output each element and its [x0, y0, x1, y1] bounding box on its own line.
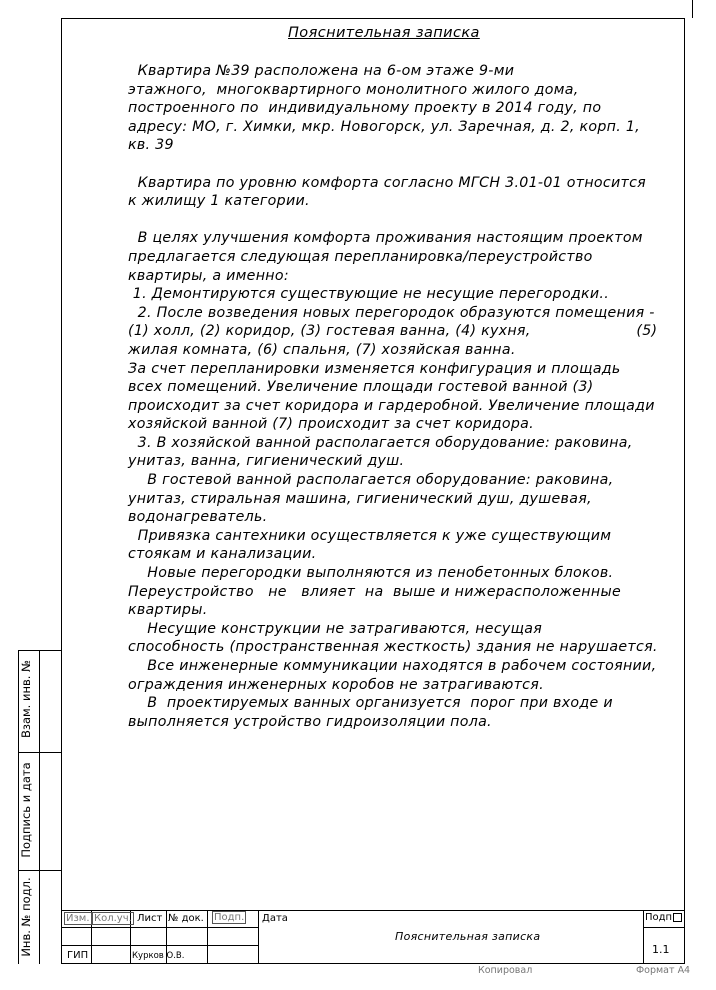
page-title: Пояснительная записка: [288, 25, 480, 41]
text-line: [128, 211, 628, 230]
text-line: кв. 39: [128, 137, 174, 154]
text-line: 2. После возведения новых перегородок образуются помещения -: [128, 304, 655, 321]
n-dok-label: № док.: [168, 913, 204, 924]
text-line: Переустройство не влияет на выше и нижерасположенные: [128, 583, 621, 600]
list-label: Лист: [137, 913, 163, 924]
text-line: ограждения инженерных коробов не затрагиваются.: [128, 676, 544, 693]
text-line: жилая комната, (6) спальня, (7) хозяйская ванна.: [128, 341, 516, 358]
vzam-inv-label: Взам. инв. №: [19, 659, 33, 739]
sheet-mark-icon: [673, 913, 682, 922]
izm-label: Изм.: [66, 913, 90, 924]
podpis-data-label: Подпись и дата: [19, 762, 33, 858]
inv-podl-label: Инв. № подл.: [19, 877, 33, 957]
text-line: В целях улучшения комфорта проживания настоящим проектом: [128, 230, 643, 247]
text-line: унитаз, ванна, гигиенический душ.: [128, 453, 405, 470]
tb-col-4: [207, 910, 208, 964]
text-line: квартиры, а именно:: [128, 267, 289, 284]
sheet-label: Подп: [645, 912, 682, 923]
text-line: водонагреватель.: [128, 509, 268, 526]
stamp-divider: [39, 650, 40, 964]
text-line: Квартира по уровню комфорта согласно МГСН 3.01-01 относится: [128, 174, 647, 191]
explanatory-text: [128, 62, 658, 731]
text-line: унитаз, стиральная машина, гигиенический душ, душевая,: [128, 490, 592, 507]
text-line: [128, 155, 628, 174]
text-line: способность (пространственная жесткость) здания не нарушается.: [128, 639, 658, 656]
text-line: 3. В хозяйской ванной располагается оборудование: раковина,: [128, 434, 633, 451]
gip-label: ГИП: [67, 950, 89, 961]
text-line: квартиры.: [128, 602, 208, 619]
sheet-box-line: [643, 927, 685, 928]
text-line: Новые перегородки выполняются из пенобетонных блоков.: [128, 565, 614, 582]
text-line: (1) холл, (2) коридор, (3) гостевая ванна, (4) кухня, (5): [128, 323, 658, 340]
gip-name: Курков О.В.: [132, 951, 185, 961]
text-line: происходит за счет коридора и гардеробной. Увеличение площади: [128, 397, 655, 414]
text-line: хозяйской ванной (7) происходит за счет коридора.: [128, 416, 534, 433]
kol-uch-label: Кол.уч.: [94, 913, 132, 924]
text-line: стоякам и канализации.: [128, 546, 317, 563]
text-line: построенного по индивидуальному проекту в 2014 году, по: [128, 100, 602, 117]
text-line: В гостевой ванной располагается оборудование: раковина,: [128, 472, 614, 489]
title-block-top: [61, 910, 685, 911]
podp-label: Подп.: [214, 912, 245, 923]
copied-label: Копировал: [478, 965, 533, 976]
text-line: к жилищу 1 категории.: [128, 193, 310, 210]
text-line: предлагается следующая перепланировка/переустройство: [128, 248, 593, 265]
text-line: выполняется устройство гидроизоляции пола.: [128, 713, 492, 730]
text-line: этажного, многоквартирного монолитного жилого дома,: [128, 81, 579, 98]
sheet-number: 1.1: [652, 943, 670, 956]
text-line: Все инженерные коммуникации находятся в рабочем состоянии,: [128, 658, 657, 674]
edge-line: [692, 0, 693, 18]
text-line: Привязка сантехники осуществляется к уже существующим: [128, 527, 612, 544]
doc-name: Пояснительная записка: [395, 930, 541, 943]
tb-col-6: [643, 910, 644, 964]
text-line: Несущие конструкции не затрагиваются, несущая: [128, 620, 543, 637]
text-line: Квартира №39 расположена на 6-ом этаже 9-ми: [128, 63, 515, 79]
text-line: адресу: МО, г. Химки, мкр. Новогорск, ул. Заречная, д. 2, корп. 1,: [128, 118, 640, 135]
text-line: За счет перепланировки изменяется конфигурация и площадь: [128, 360, 621, 377]
text-line: 1. Демонтируются существующие не несущие перегородки..: [128, 286, 610, 303]
data-label: Дата: [262, 913, 288, 924]
text-line: всех помещений. Увеличение площади гостевой ванной (3): [128, 379, 594, 396]
tb-col-5: [258, 910, 259, 964]
text-line: В проектируемых ванных организуется порог при входе и: [128, 695, 613, 712]
format-label: Формат А4: [636, 965, 691, 976]
